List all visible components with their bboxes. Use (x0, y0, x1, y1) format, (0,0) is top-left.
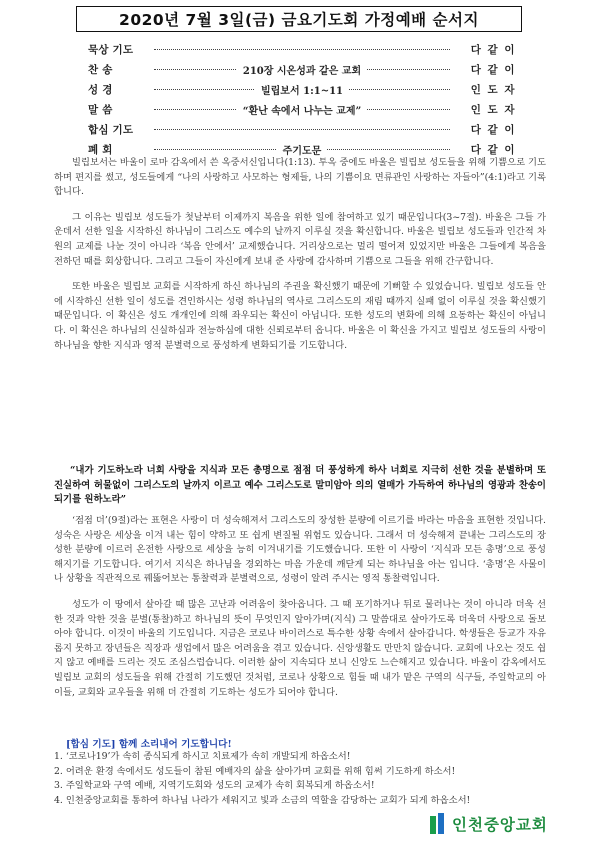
order-row-joint-prayer (88, 119, 516, 139)
paragraph: ‘점점 더’(9절)라는 표현은 사랑이 더 성숙해져서 그리스도의 장성한 분량에 이르기를 바라는 마음을 표현한 것입니다. 성숙은 사랑은 세상을 이겨 내는 힘이 약하고 또 쉽게 변질될 위험도 있습니다. 그래서 더 성숙해져 끝내는 그리스도의 장성한 분량에 이르러 온전한 사랑으로 세상을 능히 이겨내기를 기도했습니다. 또한 이 사랑이 ‘지식과 모든 총명’으로 풍성해지기를 기도합니다. 여기서 지식은 하나님을 경외하는 마음 가운데 깨닫게 되는 하나님을 아는 입니다. ‘총명’은 사물이나 상황을 직관적으로 꿰뚫어보는 통찰력과 분별력으로, 성령이 알려 주시는 영적 통찰력입니다. (54, 515, 546, 585)
order-leader: 인 도 자 (470, 83, 516, 96)
church-logo (430, 812, 548, 836)
order-leader: 인 도 자 (470, 103, 516, 116)
order-row-silent-prayer (88, 39, 516, 59)
sermon-text-bottom (54, 514, 546, 711)
order-label: 폐 회 (88, 143, 113, 156)
order-label: 찬 송 (88, 63, 113, 76)
order-leader: 다 같 이 (470, 43, 516, 56)
prayer-list (54, 750, 554, 808)
page-title: 2020년 7월 3일(금) 금요기도회 가정예배 순서지 (76, 6, 522, 32)
prayer-item: 2. 어려운 환경 속에서도 성도들이 참된 예배자의 삶을 살아가며 교회를 위해 힘써 기도하게 하소서! (54, 765, 456, 777)
order-content: 주기도문 (277, 142, 328, 157)
paragraph: 그 이유는 빌립보 성도들가 첫날부터 이제까지 복음을 위한 일에 참여하고 있기 때문입니다(3~7절). 바울은 그들 가운데서 선한 일을 시작하신 하나님이 그리스도 예수의 날까지 이루실 것을 확신합니다. 바울은 빌립보 성도들과 인간적 차원의 교제를 나눈 것이 아니라 ‘복음 안에서’ 교제했습니다. 거리상으로는 멀리 떨어져 있었지만 바울은 그들에게 복음을 전하던 때를 회상합니다. 그리고 그들이 자신에게 보내 준 사랑에 감사하며 기쁨으로 그들을 위해 간구합니다. (54, 211, 546, 267)
prayer-item: 4. 인천중앙교회를 통하여 하나님 나라가 세워지고 빛과 소금의 역할을 감당하는 교회가 되게 하옵소서! (54, 794, 471, 806)
prayer-item: 1. ‘코로나19’가 속히 종식되게 하시고 치료제가 속히 개발되게 하옵소서! (54, 751, 351, 762)
paragraph: 빌립보서는 바울이 로마 감옥에서 쓴 옥중서신입니다(1:13). 투옥 중에도 바울은 빌립보 성도들을 위해 기쁨으로 기도하며 편지를 썼고, 성도들에게 “나의 사랑하고 사모하는 형제들, 나의 기쁨이요 면류관인 사랑하는 자들아”(4:1)라고 기록합니다. (54, 157, 546, 198)
order-row-scripture (88, 79, 516, 99)
order-label: 묵상 기도 (88, 43, 134, 56)
order-label: 합심 기도 (88, 123, 134, 136)
order-content: 210장 시온성과 같은 교회 (237, 62, 367, 77)
order-row-hymn (88, 59, 516, 79)
sermon-text-top (54, 156, 546, 364)
scripture-quote: “내가 기도하노라 너희 사랑을 지식과 모든 총명으로 점점 더 풍성하게 하사 너희로 지극히 선한 것을 분별하며 또 진실하여 허물없이 그리스도의 날까지 이르고 예수 그리스도로 말미암아 의의 열매가 가득하여 하나님의 영광과 찬송이 되기를 원하노라” (54, 465, 546, 506)
order-row-sermon (88, 99, 516, 119)
paragraph: 또한 바울은 빌립보 교회를 시작하게 하신 하나님의 주권을 확신했기 때문에 기뻐할 수 있었습니다. 빌립보 성도들 안에 시작하신 선한 일이 성도를 견인하시는 성령 하나님의 역사로 그리스도의 재림 때까지 실패 없이 이루실 것을 확신했기 때문입니다. 이 확신은 성도 개개인에 의해 좌우되는 확신이 아닙니다. 또한 성도의 변화에 의해 요동하는 확신이 아닙니다. 이 확신은 하나님의 신실하심과 전능하심에 대한 신뢰로부터 옵니다. 바울은 이 확신을 가지고 빌립보 성도들의 사랑이 하나님을 향한 지식과 영적 분별력으로 풍성하게 변화되기를 기도합니다. (54, 281, 546, 351)
prayer-heading: [합심 기도] 함께 소리내어 기도합니다! (66, 739, 232, 750)
paragraph: 성도가 이 땅에서 살아갈 때 많은 고난과 어려움이 찾아옵니다. 그 때 포기하거나 뒤로 물러나는 것이 아니라 더욱 선한 것과 악한 것을 분별(통찰)하고 하나님의 뜻이 무엇인지 알아가며(지식) 그 말씀대로 살아가도록 더욱더 사랑으로 돌보아야 합니다. 이것이 바울의 기도입니다. 지금은 코로나 바이러스로 특수한 상황 속에서 살아갑니다. 학생들은 등교가 자유롭지 못하고 장년들은 직장과 생업에서 많은 어려움을 겪고 있습니다. 신앙생활도 만만치 않습니다. 교회에 나오는 것도 쉽지 않고 예배를 드리는 것도 조심스럽습니다. 이러한 삶이 지속되다 보니 신앙도 느슨해지고 있습니다. 바울이 감옥에서도 빌립보 교회의 성도들을 위해 간절히 기도했던 것처럼, 코로나 상황으로 힘들 때 내가 맡은 구역의 식구들, 주일학교의 아이들, 교회와 교우들을 위해 더 간절히 기도하는 성도가 되어야 합니다. (54, 598, 546, 698)
order-label: 성 경 (88, 83, 113, 96)
order-content: 빌립보서 1:1~11 (255, 82, 349, 97)
church-logo-icon (430, 813, 446, 835)
order-leader: 다 같 이 (470, 63, 516, 76)
prayer-item: 3. 주일학교와 구역 예배, 지역기도회와 성도의 교제가 속히 회복되게 하옵소서! (54, 780, 375, 792)
worship-order (88, 39, 516, 159)
church-name: 인천중앙교회 (452, 816, 548, 834)
order-leader: 다 같 이 (470, 143, 516, 156)
order-content: “환난 속에서 나누는 교제” (237, 102, 368, 117)
order-label: 말 씀 (88, 103, 113, 116)
order-leader: 다 같 이 (470, 123, 516, 136)
